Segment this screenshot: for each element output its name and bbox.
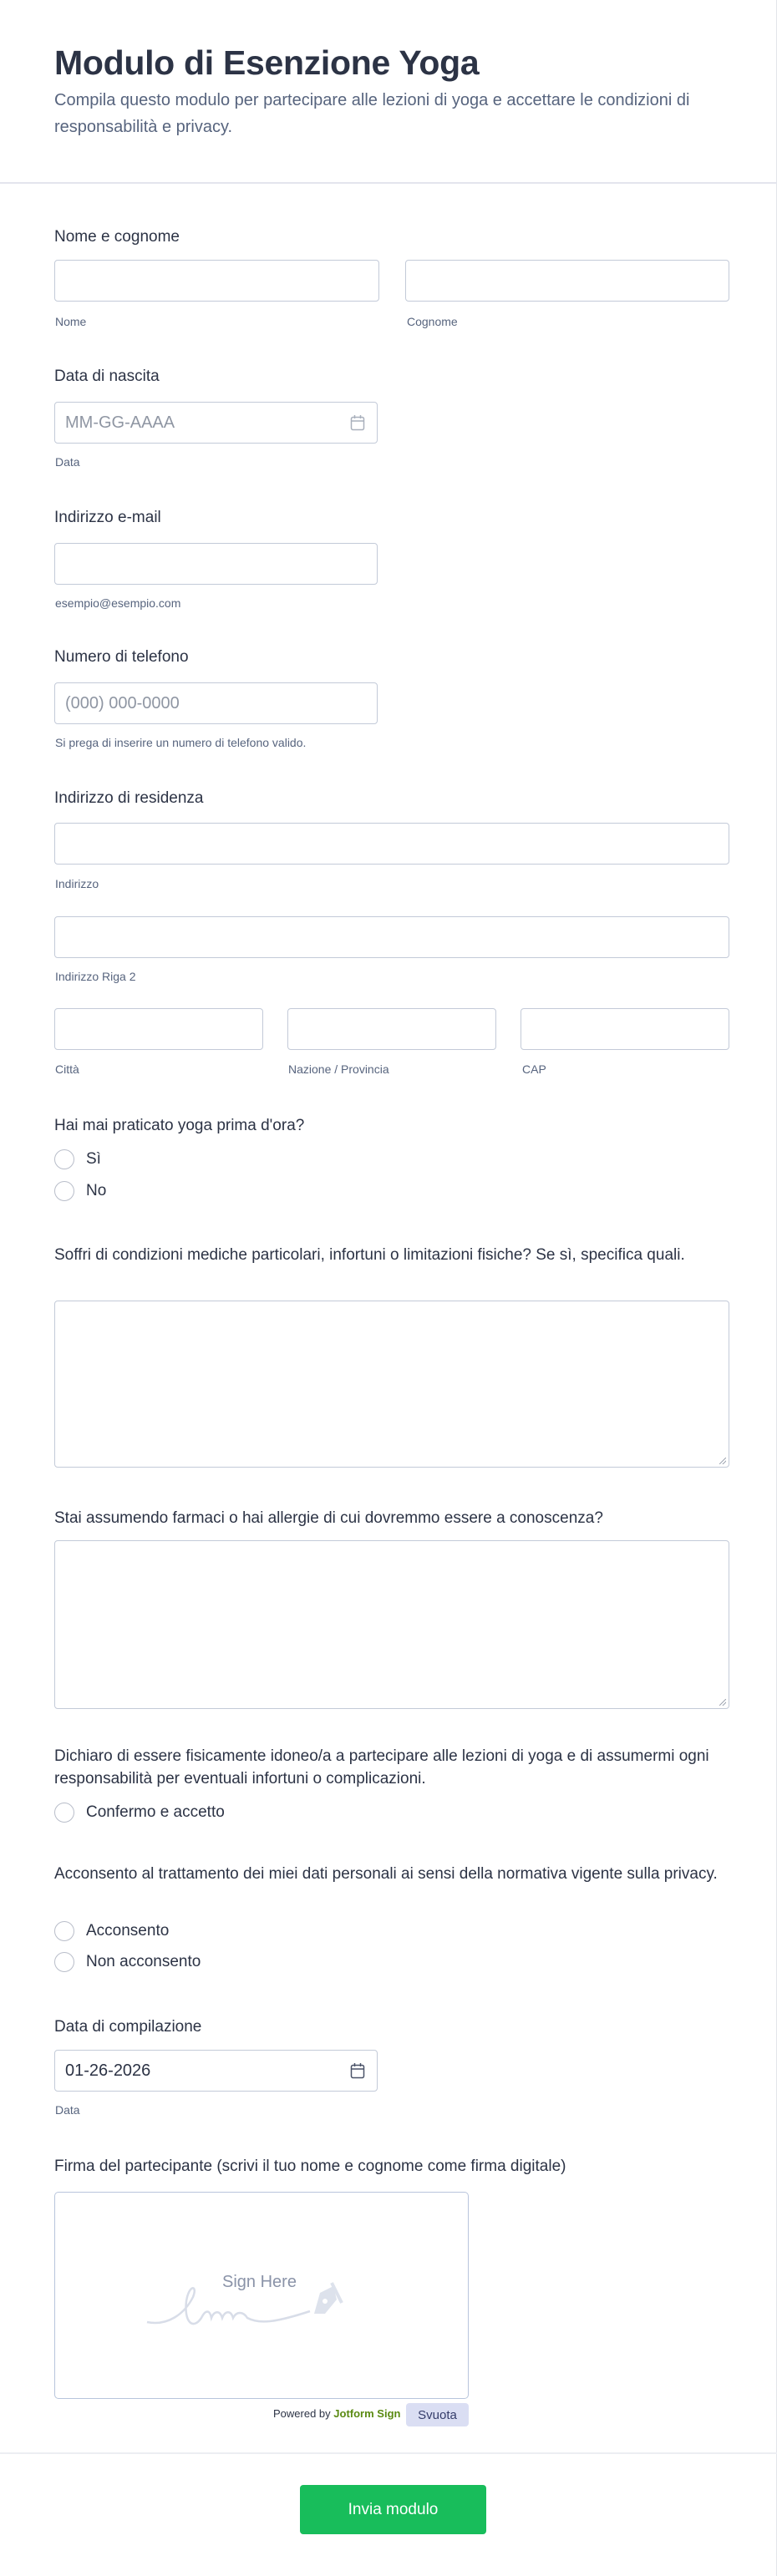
zip-input[interactable] [521,1008,729,1050]
email-label: Indirizzo e-mail [54,509,161,526]
name-label: Nome e cognome [54,228,180,246]
radio-label: Acconsento [86,1922,170,1940]
radio-label: Confermo e accetto [86,1803,225,1821]
date-input[interactable] [54,2050,378,2092]
radio-yes[interactable] [54,1149,101,1169]
form-subtitle: Compila questo modulo per partecipare alle lezioni di yoga e accettare le condizioni di responsabilità e privacy. [54,91,690,136]
radio-circle[interactable] [54,1803,74,1823]
birth-sublabel: Data [55,455,80,469]
birth-date-placeholder: MM-GG-AAAA [65,413,175,432]
resize-handle-icon[interactable] [719,1458,726,1464]
resize-handle-icon[interactable] [719,1699,726,1706]
birth-label: Data di nascita [54,368,160,385]
city-sublabel: Città [55,1062,79,1076]
submit-button[interactable]: Invia modulo [300,2485,486,2534]
conditions-label: Soffri di condizioni mediche particolari, infortuni o limitazioni fisiche? Se sì, specifica quali. [54,1246,685,1264]
first-name-input[interactable] [54,260,379,302]
clear-signature-button[interactable]: Svuota [406,2403,469,2426]
address-label: Indirizzo di residenza [54,789,204,807]
calendar-icon[interactable] [350,2062,365,2079]
address-line1-input[interactable] [54,823,729,865]
radio-label: No [86,1182,107,1199]
address-line2-sublabel: Indirizzo Riga 2 [55,970,136,983]
phone-placeholder: (000) 000-0000 [65,693,180,712]
header-divider [0,182,777,184]
phone-input[interactable] [54,682,378,724]
radio-label: Non acconsento [86,1953,201,1970]
signature-scribble-icon [143,2276,394,2335]
jotform-sign-brand: Jotform Sign [333,2407,401,2420]
radio-consent[interactable] [54,1921,169,1941]
medications-textarea[interactable] [54,1540,729,1709]
email-sublabel: esempio@esempio.com [55,596,181,610]
state-sublabel: Nazione / Provincia [288,1062,389,1076]
radio-circle[interactable] [54,1149,74,1169]
calendar-icon[interactable] [350,414,365,431]
state-input[interactable] [287,1008,496,1050]
radio-label: Sì [86,1150,101,1168]
date-label: Data di compilazione [54,2018,202,2036]
signature-pad[interactable] [54,2192,469,2399]
last-name-sublabel: Cognome [407,315,458,328]
radio-no[interactable] [54,1181,106,1201]
phone-label: Numero di telefono [54,648,189,666]
radio-circle[interactable] [54,1921,74,1941]
radio-circle[interactable] [54,1952,74,1972]
powered-by [273,2407,400,2420]
birth-date-input[interactable] [54,402,378,444]
date-sublabel: Data [55,2103,80,2117]
address-line2-input[interactable] [54,916,729,958]
practiced-label: Hai mai praticato yoga prima d'ora? [54,1117,305,1134]
sign-here-placeholder: Sign Here [222,2273,297,2291]
powered-by-text: Powered by [273,2407,331,2420]
radio-no-consent[interactable] [54,1952,201,1972]
footer-divider [0,2452,777,2454]
conditions-textarea[interactable] [54,1301,729,1468]
privacy-label: Acconsento al trattamento dei miei dati personali ai sensi della normativa vigente sulla privacy. [54,1865,718,1883]
date-value: 01-26-2026 [65,2061,151,2080]
last-name-input[interactable] [405,260,729,302]
first-name-sublabel: Nome [55,315,87,328]
address-line1-sublabel: Indirizzo [55,877,99,890]
zip-sublabel: CAP [522,1062,546,1076]
city-input[interactable] [54,1008,263,1050]
email-input[interactable] [54,543,378,585]
medications-label: Stai assumendo farmaci o hai allergie di cui dovremmo essere a conoscenza? [54,1509,603,1527]
form-title: Modulo di Esenzione Yoga [54,43,480,82]
signature-label: Firma del partecipante (scrivi il tuo nome e cognome come firma digitale) [54,2158,566,2175]
radio-confirm[interactable] [54,1803,225,1823]
radio-circle[interactable] [54,1181,74,1201]
declaration-label: Dichiaro di essere fisicamente idoneo/a a partecipare alle lezioni di yoga e di assumermi ogni responsabilità per eventuali infortuni o complicazioni. [54,1747,709,1787]
phone-sublabel: Si prega di inserire un numero di telefono valido. [55,736,307,749]
